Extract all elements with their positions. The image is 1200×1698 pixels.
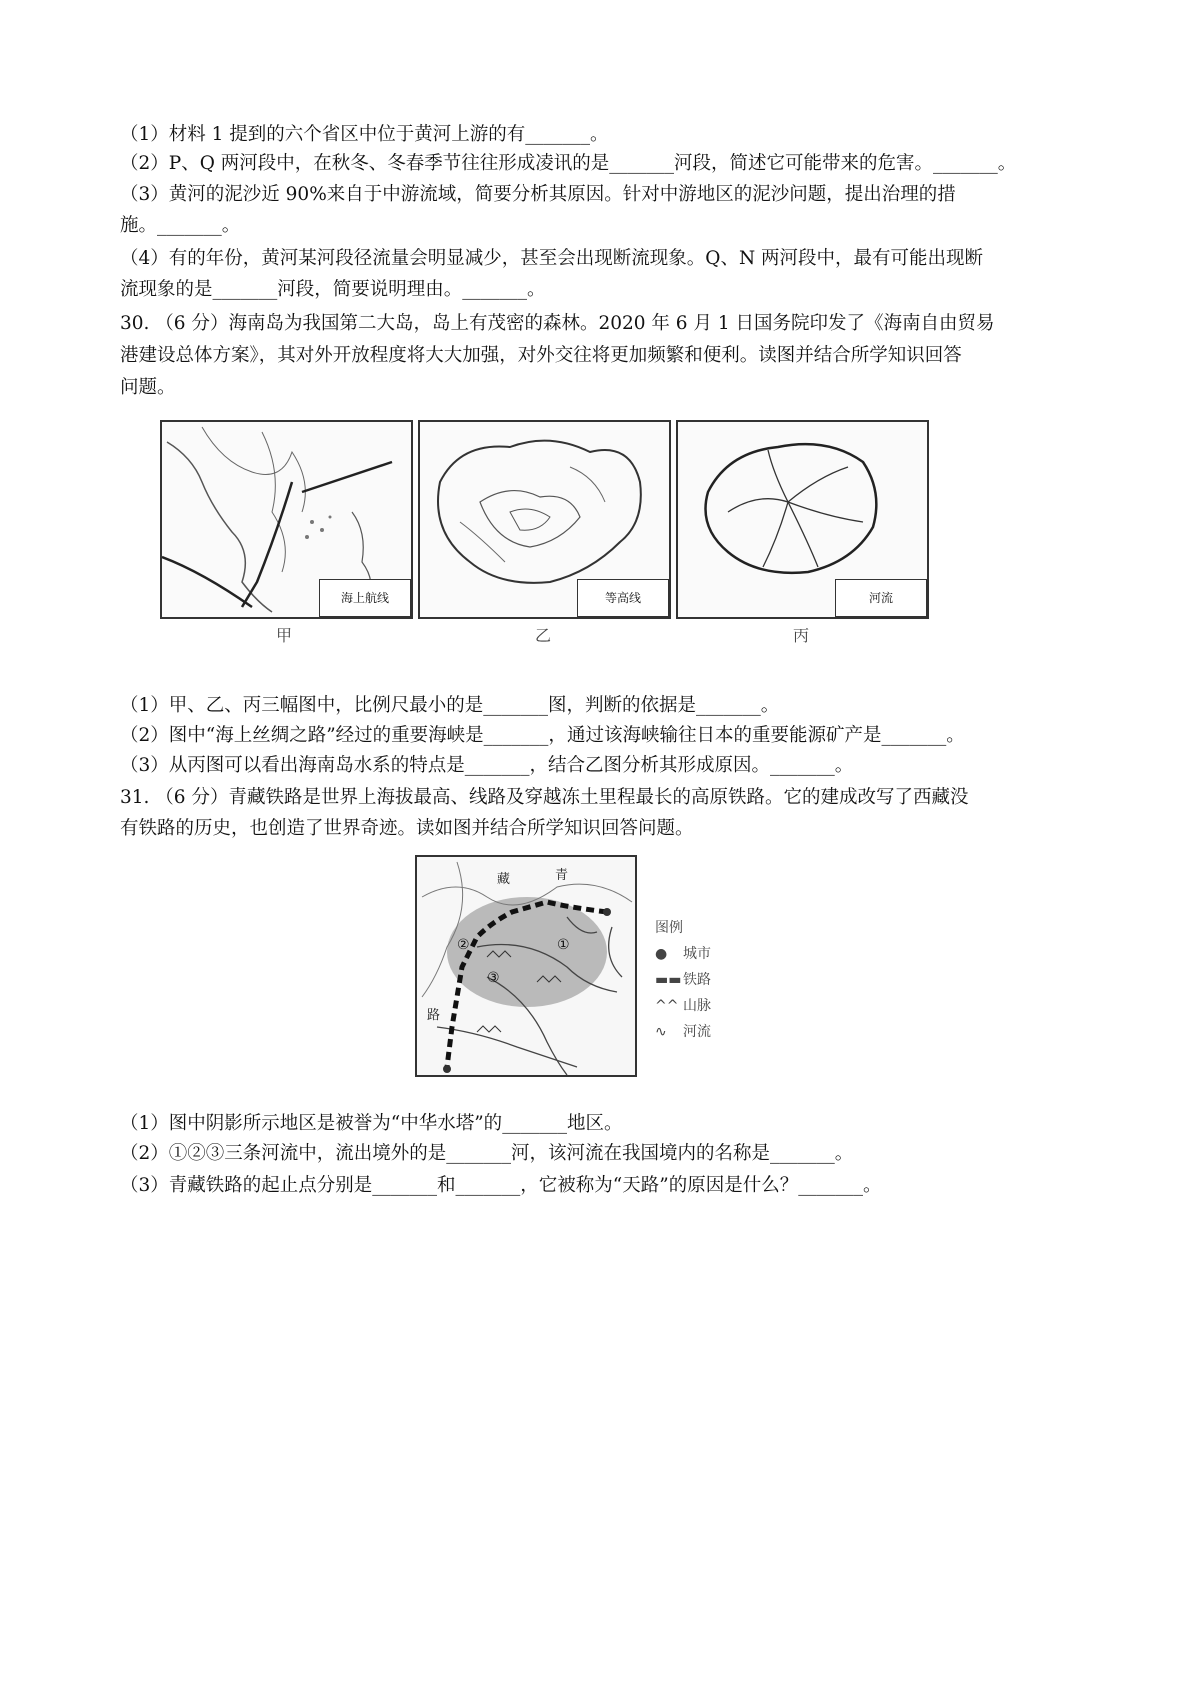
hainan-maps — [160, 420, 925, 645]
map-bing — [676, 420, 929, 619]
city-dot-icon: ● — [655, 946, 668, 962]
map-jia-caption: 甲 — [275, 626, 292, 645]
qinghai-tibet-legend — [655, 915, 711, 1045]
railway-icon: ▬▬ — [655, 972, 682, 988]
q30-sub1: （1）甲、乙、丙三幅图中，比例尺最小的是_______图，判断的依据是_______。 — [120, 695, 780, 716]
river-3-label: ③ — [487, 970, 500, 986]
legend-title: 图例 — [655, 920, 683, 936]
river-1-label: ① — [557, 937, 570, 953]
map-yi-caption: 乙 — [534, 626, 551, 645]
q30-sub3: （3）从丙图可以看出海南岛水系的特点是_______，结合乙图分析其形成原因。_______。 — [120, 755, 854, 776]
q29-sub3-line1: （3）黄河的泥沙近 90%来自于中游流域，简要分析其原因。针对中游地区的泥沙问题，提出治理的措 — [120, 184, 956, 205]
q30-intro-line2: 港建设总体方案》，其对外开放程度将大大加强，对外交往将更加频繁和便利。读图并结合所学知识回答 — [120, 345, 962, 366]
map-label-lu: 路 — [427, 1008, 441, 1023]
q29-sub4-line2: 流现象的是_______河段，简要说明理由。_______。 — [120, 279, 546, 300]
mountain-icon: ^^ — [655, 998, 679, 1014]
map-label-qing: 青 — [555, 868, 569, 883]
q30-sub2: （2）图中“海上丝绸之路”经过的重要海峡是_______，通过该海峡输往日本的重要能源矿产是_______。 — [120, 725, 965, 746]
river-2-label: ② — [457, 937, 470, 953]
q30-intro-line1: 30. （6 分）海南岛为我国第二大岛，岛上有茂密的森林。2020 年 6 月 1 日国务院印发了《海南自由贸易 — [120, 313, 995, 334]
map-bing-legend: 河流 — [835, 579, 927, 617]
legend-rail: 铁路 — [683, 972, 711, 988]
q29-sub4-line1: （4）有的年份，黄河某河段径流量会明显减少，甚至会出现断流现象。Q、N 两河段中，最有可能出现断 — [120, 248, 984, 269]
legend-city: 城市 — [683, 946, 711, 962]
map-label-zang: 藏 — [497, 872, 511, 887]
map-bing-caption: 丙 — [792, 626, 809, 645]
q31-sub1: （1）图中阴影所示地区是被誉为“中华水塔”的_______地区。 — [120, 1113, 623, 1134]
map-jia — [160, 420, 413, 619]
q31-intro-line2: 有铁路的历史，也创造了世界奇迹。读如图并结合所学知识回答问题。 — [120, 818, 694, 839]
q29-sub1: （1）材料 1 提到的六个省区中位于黄河上游的有_______。 — [120, 124, 609, 145]
qinghai-tibet-drawing — [417, 857, 635, 1075]
q29-sub3-line2: 施。_______。 — [120, 215, 241, 236]
q31-intro-line1: 31. （6 分）青藏铁路是世界上海拔最高、线路及穿越冻土里程最长的高原铁路。它的建成改写了西藏没 — [120, 787, 969, 808]
river-icon: ∿ — [655, 1024, 667, 1040]
qinghai-tibet-map — [415, 855, 637, 1077]
legend-river: 河流 — [683, 1024, 711, 1040]
map-jia-legend: 海上航线 — [319, 579, 411, 617]
map-yi-legend: 等高线 — [577, 579, 669, 617]
map-yi — [418, 420, 671, 619]
legend-mountain: 山脉 — [683, 998, 711, 1014]
q30-intro-line3: 问题。 — [120, 377, 176, 398]
q31-sub2: （2）①②③三条河流中，流出境外的是_______河，该河流在我国境内的名称是_______。 — [120, 1143, 854, 1164]
q29-sub2: （2）P、Q 两河段中，在秋冬、冬春季节往往形成凌讯的是_______河段，简述它可能带来的危害。_______。 — [120, 153, 1017, 174]
q31-sub3: （3）青藏铁路的起止点分别是_______和_______，它被称为“天路”的原因是什么？_______。 — [120, 1175, 882, 1196]
